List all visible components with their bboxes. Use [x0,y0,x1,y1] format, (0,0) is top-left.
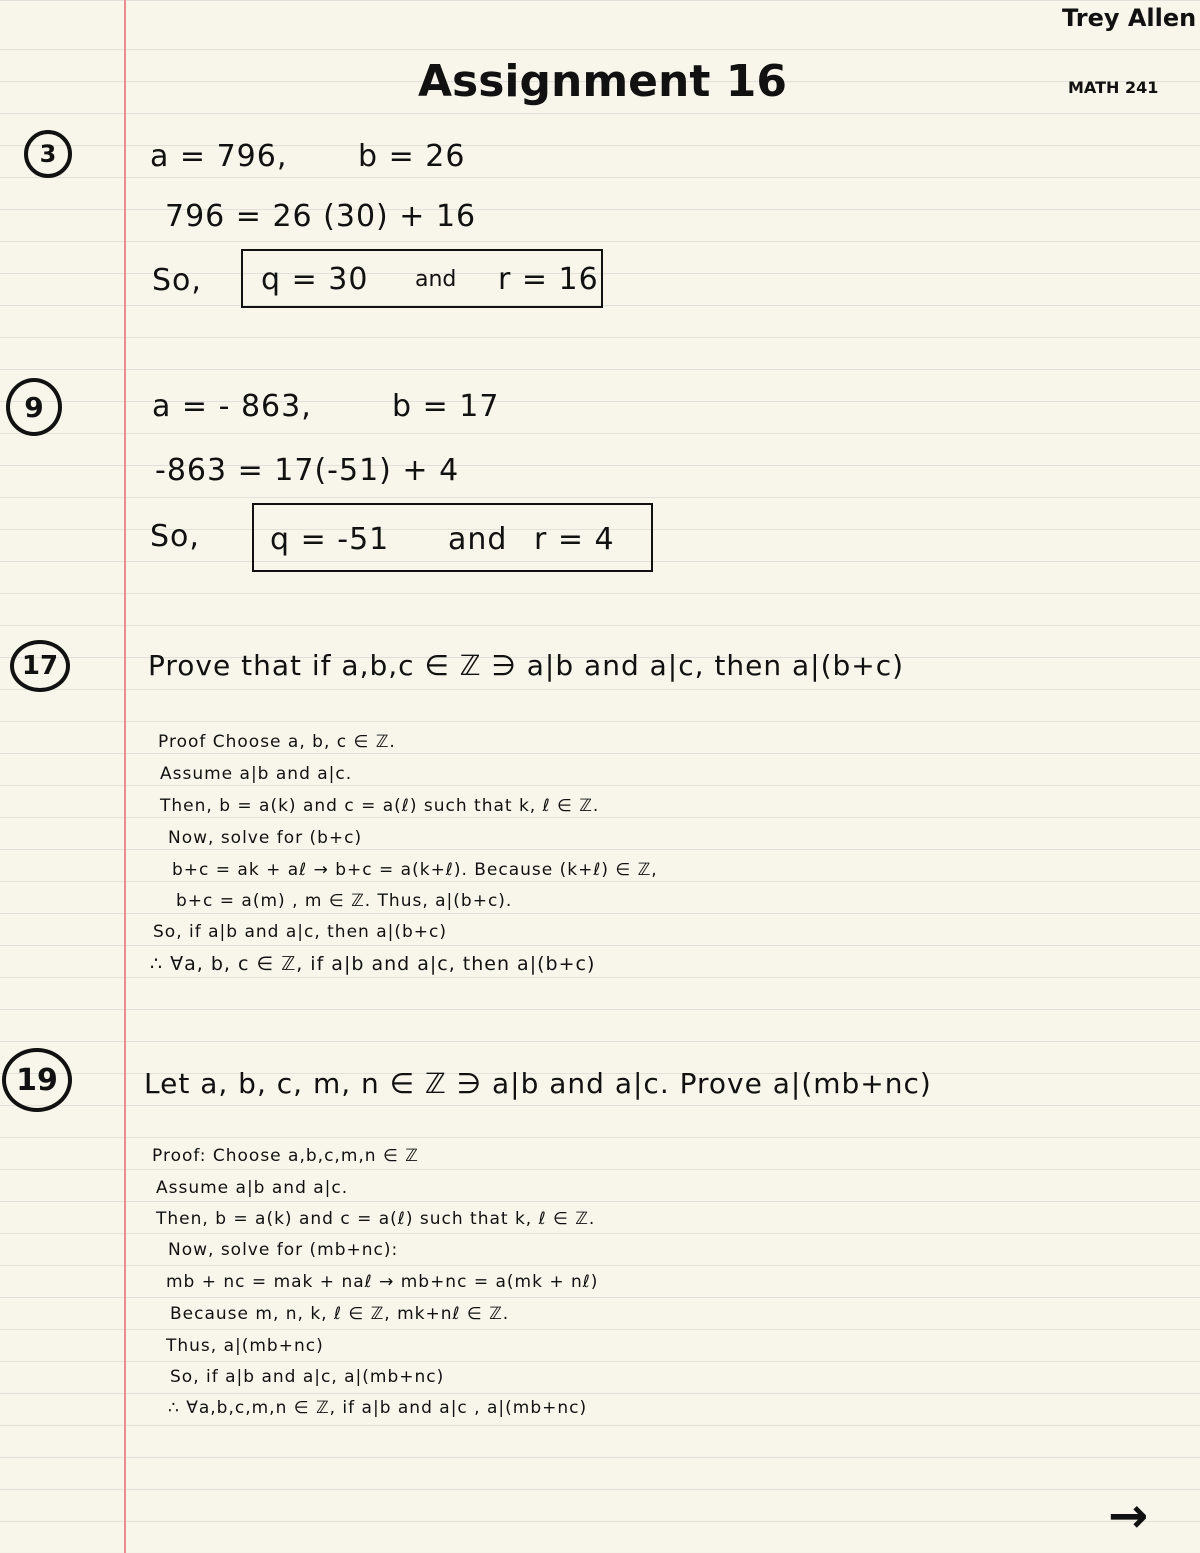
problem-number-17: 17 [10,640,70,692]
problem-9-division: -863 = 17(-51) + 4 [155,453,460,488]
problem-3-r: r = 16 [498,262,599,297]
next-page-arrow-icon: → [1108,1488,1149,1544]
problem-9-so: So, [150,519,200,554]
problem-19-proof-line-6: Because m, n, k, ℓ ∈ ℤ, mk+nℓ ∈ ℤ. [170,1304,510,1324]
problem-3-given-a: a = 796, [150,139,288,174]
margin-line [124,0,126,1553]
problem-19-proof-line-7: Thus, a|(mb+nc) [166,1336,324,1356]
problem-9-given-a: a = - 863, [152,389,312,424]
problem-9-given-b: b = 17 [392,389,500,424]
problem-19-statement: Let a, b, c, m, n ∈ ℤ ∋ a|b and a|c. Prove a|(mb+nc) [144,1067,932,1100]
problem-17-statement: Prove that if a,b,c ∈ ℤ ∋ a|b and a|c, then a|(b+c) [148,649,905,682]
problem-19-proof-line-1: Proof: Choose a,b,c,m,n ∈ ℤ [152,1146,419,1166]
problem-3-given-b: b = 26 [358,139,466,174]
problem-3-answer-box [241,249,603,308]
problem-19-proof-line-9: ∴ ∀a,b,c,m,n ∈ ℤ, if a|b and a|c , a|(mb+nc) [168,1398,588,1418]
problem-17-proof-line-4: Now, solve for (b+c) [168,828,363,848]
problem-9-and: and [448,522,508,557]
problem-17-proof-line-6: b+c = a(m) , m ∈ ℤ. Thus, a|(b+c). [176,891,513,911]
problem-number-3: 3 [24,130,72,178]
problem-number-19: 19 [2,1048,72,1112]
problem-19-proof-line-8: So, if a|b and a|c, a|(mb+nc) [170,1367,445,1387]
problem-9-answer-box [252,503,653,572]
course-label: MATH 241 [1068,78,1159,97]
problem-9-q: q = -51 [270,522,390,557]
problem-19-proof-line-3: Then, b = a(k) and c = a(ℓ) such that k, ℓ ∈ ℤ. [156,1209,596,1229]
problem-19-proof-line-4: Now, solve for (mb+nc): [168,1240,399,1260]
problem-17-proof-line-5: b+c = ak + aℓ → b+c = a(k+ℓ). Because (k+ℓ) ∈ ℤ, [172,860,658,880]
problem-19-proof-line-2: Assume a|b and a|c. [156,1178,349,1198]
problem-17-proof-line-2: Assume a|b and a|c. [160,764,353,784]
problem-3-and: and [415,267,457,292]
problem-9-r: r = 4 [534,522,615,557]
problem-3-so: So, [152,263,202,298]
problem-19-proof-line-5: mb + nc = mak + naℓ → mb+nc = a(mk + nℓ) [166,1272,599,1292]
problem-3-division: 796 = 26 (30) + 16 [165,199,477,234]
problem-17-proof-line-1: Proof Choose a, b, c ∈ ℤ. [158,732,396,752]
problem-17-proof-line-7: So, if a|b and a|c, then a|(b+c) [153,922,448,942]
problem-number-9: 9 [6,378,62,436]
author-name: Trey Allen [1062,4,1197,32]
page-title: Assignment 16 [418,56,787,107]
problem-3-q: q = 30 [261,262,369,297]
problem-17-proof-line-8: ∴ ∀a, b, c ∈ ℤ, if a|b and a|c, then a|(b+c) [150,953,596,975]
problem-17-proof-line-3: Then, b = a(k) and c = a(ℓ) such that k, ℓ ∈ ℤ. [160,796,600,816]
